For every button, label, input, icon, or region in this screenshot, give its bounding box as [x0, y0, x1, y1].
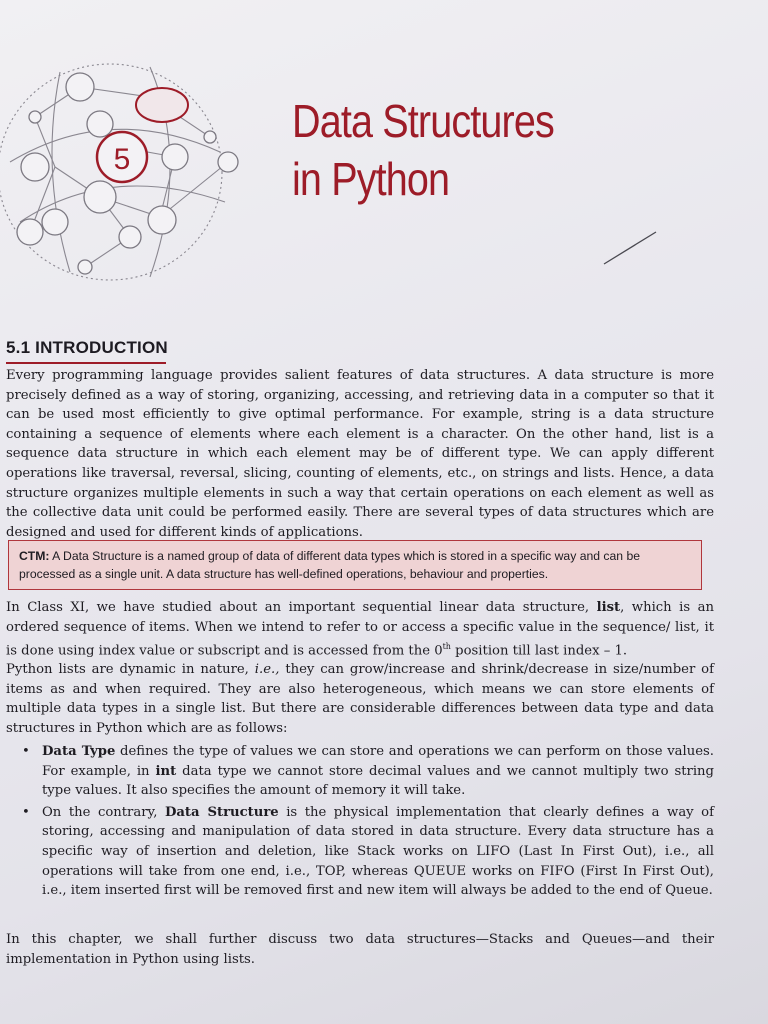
bullet-text: On the contrary, [42, 804, 165, 820]
list-paragraph [6, 598, 714, 661]
bullet-text-2: data type we cannot store decimal values and we cannot multiply two string type values. It also specifies the amount of memory it will take. [42, 763, 714, 799]
network-globe-illustration [0, 42, 260, 282]
python-lists-paragraph [6, 660, 714, 738]
bullet-icon: • [22, 744, 30, 759]
chapter-number: 5 [113, 143, 131, 176]
intro-paragraph: Every programming language provides salient features of data structures. A data structure is more precisely defined as a way of storing, organizing, accessing, and retrieving data in a computer so that it can be used most efficiently to give optimal performance. For example, string is a data structure containing a sequence of elements where each element is a character. On the other hand, list is a sequence data structure in which each element may be of different type. We can apply different operations like traversal, reversal, slicing, counting of elements, etc., on strings and lists. Hence, a data structure organizes multiple elements in such a way that certain operations on each element as well as the collective data unit could be performed easily. There are several types of data structures which are designed and used for different kinds of applications. [6, 368, 714, 540]
int-keyword: int [155, 763, 177, 779]
bullet-text: defines the type of values we can store and operations we can perform on those values. For example, in [42, 744, 714, 779]
list-paragraph-text-2: , which is an ordered sequence of items. When we intend to refer to or access a specific value in the sequence/ list, it is done using index value or subscript and is accessed from the 0 [6, 600, 714, 659]
ctm-callout-box [8, 540, 702, 590]
bullet-data-type [18, 742, 714, 801]
python-lists-text-2: they can grow/increase and shrink/decrease in size/number of items as and when required. They are also heterogeneous, which means we can store elements of multiple data types in a single list. But there are considerable differences between data type and data structures in Python which are as follows: [6, 662, 714, 736]
section-underline [6, 362, 166, 364]
list-keyword: list [596, 600, 621, 615]
bullet-term: Data Type [42, 744, 116, 759]
bullet-data-structure [18, 803, 714, 901]
list-paragraph-text-3: position till last index – 1. [450, 643, 628, 659]
ctm-label: CTM: [19, 549, 50, 563]
bullet-icon: • [22, 804, 30, 820]
comparison-bullet-list [18, 742, 714, 903]
ie-abbrev: i.e., [254, 662, 280, 677]
ctm-text: A Data Structure is a named group of data of different data types which is stored in a specific way and can be processed as a single unit. A data structure has well-defined operations, behaviour and properties. [19, 549, 641, 581]
chapter-title-line-1: Data Structures [292, 95, 554, 147]
bullet-text-2: is the physical implementation that clearly defines a way of storing, accessing and manipulation of data stored in data structure. Every data structure has a specific way of insertion and deletion, like Stack works on LIFO (Last In First Out), i.e., all operations will take from one end, i.e., TOP, whereas QUEUE works on FIFO (First In First Out), i.e., item inserted first will be removed first and new item will always be added to the end of Queue. [42, 804, 714, 899]
superscript-th: th [442, 642, 451, 652]
python-lists-text: Python lists are dynamic in nature, [6, 662, 255, 677]
closing-paragraph: In this chapter, we shall further discuss two data structures—Stacks and Queues—and their implementation in Python using lists. [6, 932, 714, 967]
list-paragraph-text: In Class XI, we have studied about an important sequential linear data structure, [6, 600, 597, 615]
pen-stroke-mark [600, 228, 660, 268]
section-heading: 5.1 INTRODUCTION [6, 338, 168, 357]
bullet-term: Data Structure [164, 804, 279, 820]
chapter-title-line-2: in Python [292, 153, 450, 205]
chapter-title [292, 92, 554, 208]
